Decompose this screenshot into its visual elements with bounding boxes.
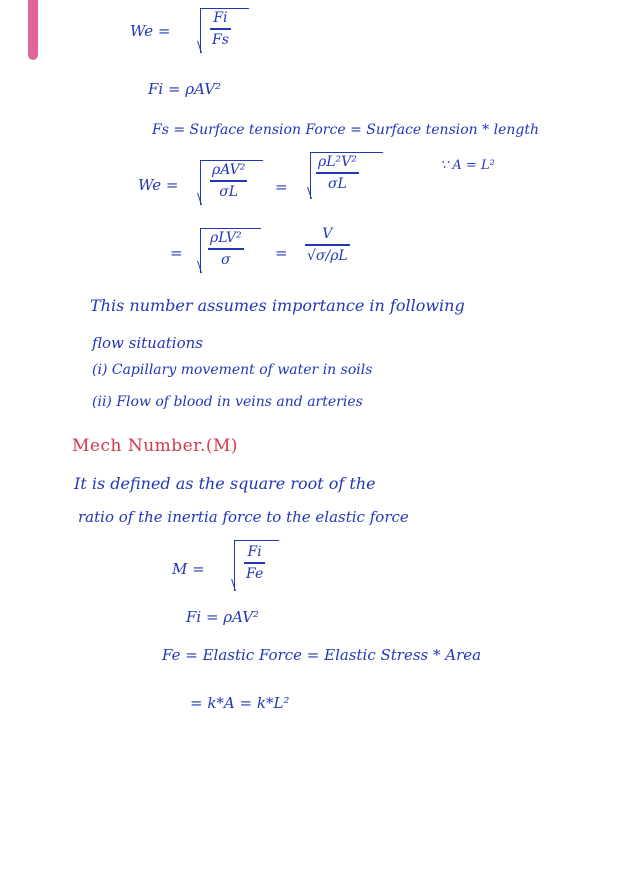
fraction-bar bbox=[244, 562, 265, 564]
weber-fraction-3b bbox=[305, 226, 350, 264]
inertia-force-def-2: Fi = ρAV² bbox=[186, 608, 260, 626]
denominator: σL bbox=[328, 175, 347, 192]
margin-highlight-mark bbox=[28, 0, 38, 60]
list-item-1: (i) Capillary movement of water in soils bbox=[92, 362, 373, 378]
section-heading: Mech Number.(M) bbox=[72, 436, 239, 456]
denominator: Fe bbox=[246, 565, 264, 582]
elastic-force-def: Fe = Elastic Force = Elastic Stress * Area bbox=[162, 646, 482, 664]
fraction-bar bbox=[210, 28, 231, 30]
numerator: ρL²V² bbox=[318, 154, 357, 170]
numerator: ρLV² bbox=[210, 230, 242, 246]
weber-fraction-2a bbox=[210, 162, 247, 200]
numerator: Fi bbox=[247, 544, 262, 560]
mach-lhs: M = bbox=[172, 560, 205, 578]
list-item-2: (ii) Flow of blood in veins and arteries bbox=[92, 394, 363, 410]
numerator: V bbox=[322, 226, 333, 242]
denominator: Fs bbox=[212, 31, 229, 48]
fraction-bar bbox=[210, 180, 247, 182]
fraction-bar bbox=[316, 172, 359, 174]
weber-fraction-2b bbox=[316, 154, 359, 192]
weber-fraction bbox=[210, 10, 231, 48]
paragraph-line-1: This number assumes importance in following bbox=[90, 296, 465, 315]
fraction-bar bbox=[208, 248, 244, 250]
paragraph-line-2: flow situations bbox=[92, 334, 203, 352]
fraction-bar bbox=[305, 244, 350, 246]
weber-fraction-3a bbox=[208, 230, 244, 268]
denominator: σ bbox=[221, 251, 231, 268]
definition-line-2: ratio of the inertia force to the elastic force bbox=[78, 508, 409, 526]
inertia-force-def: Fi = ρAV² bbox=[148, 80, 222, 98]
numerator: Fi bbox=[213, 10, 228, 26]
elastic-force-result: = k*A = k*L² bbox=[190, 694, 290, 712]
denominator: √σ/ρL bbox=[307, 247, 348, 264]
weber-lhs-2: We = bbox=[138, 176, 179, 194]
denominator: σL bbox=[219, 183, 239, 200]
equals-sign: = bbox=[170, 244, 183, 262]
surface-tension-force-def: Fs = Surface tension Force = Surface tension * length bbox=[152, 122, 539, 138]
numerator: ρAV² bbox=[212, 162, 246, 178]
mach-fraction bbox=[244, 544, 265, 582]
equals-sign: = bbox=[275, 178, 288, 196]
area-note: ∵ A = L² bbox=[440, 158, 495, 173]
equals-sign: = bbox=[275, 244, 288, 262]
weber-lhs: We = bbox=[130, 22, 171, 40]
definition-line-1: It is defined as the square root of the bbox=[74, 474, 376, 493]
